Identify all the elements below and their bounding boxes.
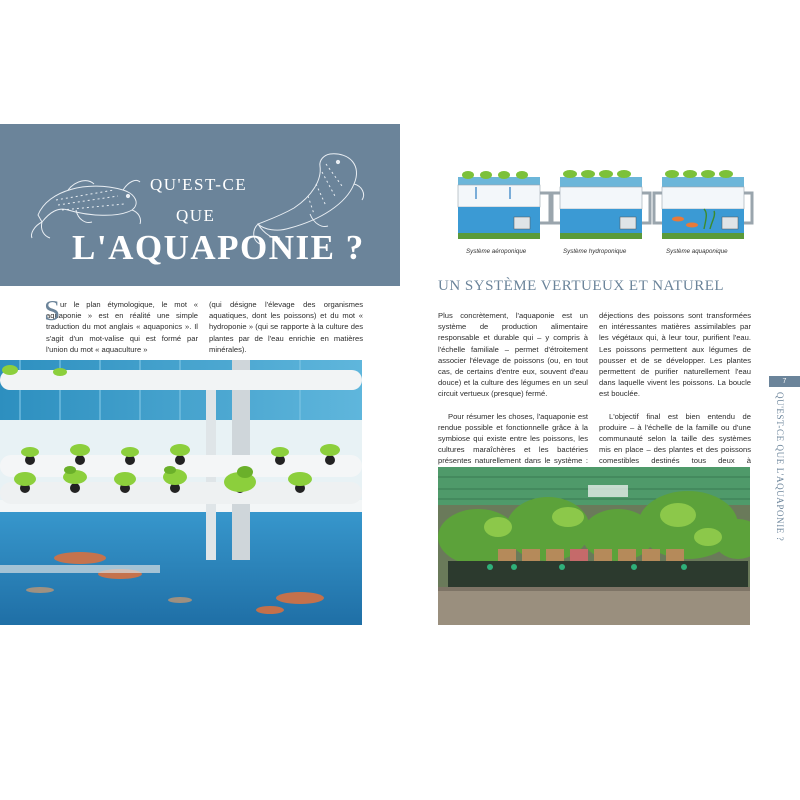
- right-paragraph-4: L'objectif final est bien entendu de produire – à l'échelle de la famille ou d'une communauté selon la taille des systèmes mis en place – des plantes et des poissons comestibles destinés tous deux à: [599, 411, 751, 466]
- right-column-1: [438, 310, 588, 478]
- running-head-text: QU'EST-CE QUE L'AQUAPONIE ?: [775, 392, 785, 542]
- aeroponic-system-diagram: [458, 171, 550, 239]
- left-column-1: [44, 295, 198, 355]
- title-line-3: L'AQUAPONIE ?: [72, 228, 365, 267]
- left-paragraph-1: ur le plan étymologique, le mot « aquaponie » est en réalité une simple traduction du mot anglais « aquaponics ». Il s'agit d'un mot-valise qui est formé par l'union du mot « aquaculture »: [46, 300, 198, 354]
- left-column-2: [209, 299, 363, 355]
- section-title: UN SYSTÈME VERTUEUX ET NATUREL: [438, 278, 725, 294]
- aquaponic-system-diagram: [654, 170, 752, 239]
- title-line-2: QUE: [176, 206, 216, 225]
- title-banner: [0, 124, 400, 286]
- hydroponic-system-diagram: [552, 170, 650, 239]
- drop-cap: S: [44, 295, 61, 327]
- right-column-2: [599, 310, 751, 478]
- greenhouse-aquaponics-photo: [438, 467, 750, 625]
- page-number: 7: [782, 378, 787, 385]
- left-paragraph-2: (qui désigne l'élevage des organismes aquatiques, dont les poissons) et du mot « hydroponie » (qui se rapporte à la culture des plantes par de l'eau enrichie en matières minérales).: [209, 300, 363, 354]
- caption-aeroponic: Système aéroponique: [466, 248, 527, 255]
- aquaponic-tank-photo: [0, 360, 362, 625]
- running-head: [774, 392, 786, 542]
- right-paragraph-1: Plus concrètement, l'aquaponie est un système de production alimentaire responsable et durable qui – y compris à l'échelle familiale – permet d'étroitement associer l'élevage de poissons (ou, en tout cas, de certains d'entre eux, souvent d'eau douce) et la culture des légumes en un seul circuit vertueux (presque) fermé.: [438, 311, 588, 399]
- right-paragraph-3: déjections des poissons sont transformées en intéressantes matières assimilables par les végétaux qui, à leur tour, purifient l'eau. Les poissons permettent aux légumes de pousser et de se développer. Les plantes permettent de purifier naturellement l'eau dans laquelle vivent les poissons. La boucle est bouclée.: [599, 311, 751, 399]
- title-line-1: QU'EST-CE: [150, 175, 248, 194]
- systems-diagrams: [452, 163, 758, 263]
- right-paragraph-2: Pour résumer les choses, l'aquaponie est rendue possible et fonctionnelle grâce à la symbiose qui existe entre les poissons, les cultures maraîchères et les bactéries présentes naturellement dans le système :: [438, 411, 588, 466]
- caption-hydroponic: Système hydroponique: [563, 248, 627, 255]
- caption-aquaponic: Système aquaponique: [666, 248, 728, 255]
